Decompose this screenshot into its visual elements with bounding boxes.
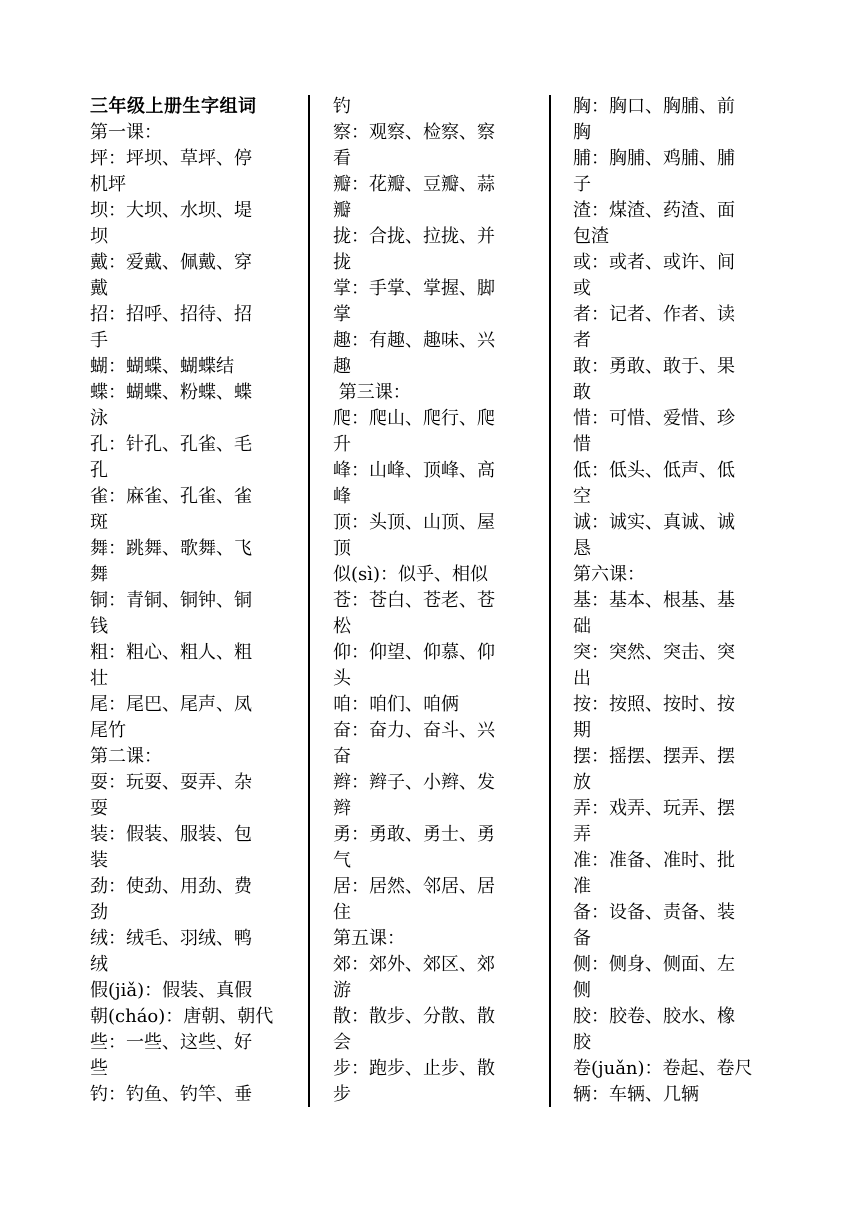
word-entry-line: 察：观察、检察、察 [333,122,495,143]
word-entry-line: 奋 [333,746,351,767]
word-entry-line: 突：突然、突击、突 [573,642,735,663]
word-entry-line: 些：一些、这些、好 [90,1032,252,1053]
word-entry-line: 期 [573,720,591,741]
word-entry-line: 敢：勇敢、敢于、果 [573,356,735,377]
word-entry-line: 散：散步、分散、散 [333,1006,495,1027]
column-left [90,94,290,1108]
word-entry-line: 头 [333,668,351,689]
column-divider-2 [549,95,551,1107]
word-entry-line: 瓣 [333,200,351,221]
word-entry-line: 劲：使劲、用劲、费 [90,876,252,897]
word-entry-line: 掌：手掌、掌握、脚 [333,278,495,299]
word-entry-line: 孔：针孔、孔雀、毛 [90,434,252,455]
word-entry-line: 尾：尾巴、尾声、凤 [90,694,252,715]
word-entry-line: 渣：煤渣、药渣、面 [573,200,735,221]
word-entry-line: 装：假装、服装、包 [90,824,252,845]
word-entry-line: 按：按照、按时、按 [573,694,735,715]
word-entry-line: 瓣：花瓣、豆瓣、蒜 [333,174,495,195]
word-entry-line: 爬：爬山、爬行、爬 [333,408,495,429]
word-entry-line: 或：或者、或许、间 [573,252,735,273]
word-entry-line: 雀：麻雀、孔雀、雀 [90,486,252,507]
word-entry-line: 基：基本、根基、基 [573,590,735,611]
word-entry-line: 些 [90,1058,108,1079]
word-entry-line: 惜：可惜、爱惜、珍 [573,408,735,429]
lesson-heading: 第五课： [333,928,405,949]
word-entry-line: 或 [573,278,591,299]
word-entry-line: 耍 [90,798,108,819]
word-entry-line: 坝 [90,226,108,247]
word-entry-line: 蝶：蝴蝶、粉蝶、蝶 [90,382,252,403]
word-entry-line: 弄：戏弄、玩弄、摆 [573,798,735,819]
word-entry-line: 咱：咱们、咱俩 [333,694,459,715]
word-entry-line: 备：设备、责备、装 [573,902,735,923]
word-entry-line: 备 [573,928,591,949]
word-entry-line: 步 [333,1084,351,1105]
word-entry-line: 泳 [90,408,108,429]
word-entry-line: 顶：头顶、山顶、屋 [333,512,495,533]
word-entry-line: 胶 [573,1032,591,1053]
word-entry-line: 辫：辫子、小辫、发 [333,772,495,793]
word-entry-line: 侧 [573,980,591,1001]
word-entry-line: 绒 [90,954,108,975]
word-entry-line: 舞 [90,564,108,585]
word-entry-line: 趣：有趣、趣味、兴 [333,330,495,351]
word-entry-line: 手 [90,330,108,351]
word-entry-line: 孔 [90,460,108,481]
word-entry-line: 恳 [573,538,591,559]
word-entry-line: 者 [573,330,591,351]
word-entry-line: 胶：胶卷、胶水、橡 [573,1006,735,1027]
column-right [573,94,773,1108]
word-entry-line: 粗：粗心、粗人、粗 [90,642,252,663]
word-entry-line: 蝴：蝴蝶、蝴蝶结 [90,356,234,377]
word-entry-line: 辆：车辆、几辆 [573,1084,699,1105]
word-entry-line: 敢 [573,382,591,403]
word-entry-line: 诚：诚实、真诚、诚 [573,512,735,533]
word-entry-line: 升 [333,434,351,455]
column-middle-lines [333,94,533,1108]
word-entry-line: 胸 [573,122,591,143]
word-entry-line: 居：居然、邻居、居 [333,876,495,897]
word-entry-line: 机坪 [90,174,126,195]
word-entry-line: 绒：绒毛、羽绒、鸭 [90,928,252,949]
word-entry-line: 钓：钓鱼、钓竿、垂 [90,1084,252,1105]
word-entry-line: 脯：胸脯、鸡脯、脯 [573,148,735,169]
word-entry-line: 看 [333,148,351,169]
word-entry-line: 壮 [90,668,108,689]
word-entry-line: 仰：仰望、仰慕、仰 [333,642,495,663]
column-divider-1 [308,95,310,1107]
word-entry-line: 似(sì)：似乎、相似 [333,564,489,585]
word-entry-line: 础 [573,616,591,637]
word-entry-line: 松 [333,616,351,637]
word-entry-line: 侧：侧身、侧面、左 [573,954,735,975]
word-entry-line: 掌 [333,304,351,325]
word-entry-line: 准：准备、准时、批 [573,850,735,871]
word-entry-line: 装 [90,850,108,871]
word-entry-line: 峰：山峰、顶峰、高 [333,460,495,481]
column-middle [333,94,533,1108]
word-entry-line: 斑 [90,512,108,533]
word-entry-line: 住 [333,902,351,923]
word-entry-line: 耍：玩耍、耍弄、杂 [90,772,252,793]
word-entry-line: 拢 [333,252,351,273]
column-left-lines [90,120,290,1108]
lesson-heading: 第三课： [333,382,411,403]
word-entry-line: 弄 [573,824,591,845]
word-entry-line: 假(jiǎ)：假装、真假 [90,980,253,1001]
word-entry-line: 顶 [333,538,351,559]
word-entry-line: 钱 [90,616,108,637]
word-entry-line: 空 [573,486,591,507]
word-entry-line: 拢：合拢、拉拢、并 [333,226,495,247]
word-entry-line: 勇：勇敢、勇士、勇 [333,824,495,845]
word-entry-line: 胸：胸口、胸脯、前 [573,96,735,117]
word-entry-line: 辫 [333,798,351,819]
lesson-heading: 第六课： [573,564,645,585]
word-entry-line: 戴 [90,278,108,299]
word-entry-line: 惜 [573,434,591,455]
word-entry-line: 尾竹 [90,720,126,741]
word-entry-line: 钓 [333,96,351,117]
word-entry-line: 卷(juǎn)：卷起、卷尺 [573,1058,753,1079]
word-entry-line: 坪：坪坝、草坪、停 [90,148,252,169]
word-entry-line: 苍：苍白、苍老、苍 [333,590,495,611]
word-entry-line: 铜：青铜、铜钟、铜 [90,590,252,611]
word-entry-line: 郊：郊外、郊区、郊 [333,954,495,975]
word-entry-line: 准 [573,876,591,897]
word-entry-line: 戴：爱戴、佩戴、穿 [90,252,252,273]
document-title: 三年级上册生字组词 [90,96,257,117]
word-entry-line: 趣 [333,356,351,377]
word-entry-line: 者：记者、作者、读 [573,304,735,325]
word-entry-line: 舞：跳舞、歌舞、飞 [90,538,252,559]
word-entry-line: 步：跑步、止步、散 [333,1058,495,1079]
word-entry-line: 游 [333,980,351,1001]
word-entry-line: 招：招呼、招待、招 [90,304,252,325]
word-entry-line: 低：低头、低声、低 [573,460,735,481]
word-entry-line: 峰 [333,486,351,507]
word-entry-line: 气 [333,850,351,871]
word-entry-line: 子 [573,174,591,195]
word-entry-line: 放 [573,772,591,793]
word-entry-line: 劲 [90,902,108,923]
column-right-lines [573,94,773,1108]
word-entry-line: 奋：奋力、奋斗、兴 [333,720,495,741]
word-entry-line: 坝：大坝、水坝、堤 [90,200,252,221]
word-entry-line: 朝(cháo)：唐朝、朝代 [90,1006,274,1027]
word-entry-line: 出 [573,668,591,689]
word-entry-line: 会 [333,1032,351,1053]
lesson-heading: 第二课： [90,746,162,767]
word-entry-line: 摆：摇摆、摆弄、摆 [573,746,735,767]
word-entry-line: 包渣 [573,226,609,247]
lesson-heading: 第一课： [90,122,162,143]
